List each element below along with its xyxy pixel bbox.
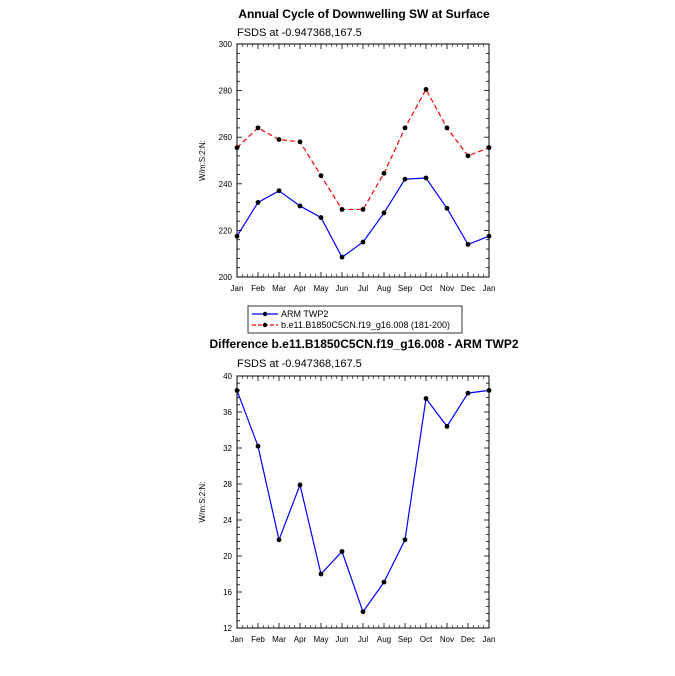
x-tick-label: Feb [251, 635, 265, 644]
x-tick-label: Apr [293, 284, 307, 293]
x-tick-label: May [313, 284, 329, 293]
y-tick-label: 40 [223, 372, 232, 381]
series-1-point [361, 240, 366, 245]
x-tick-label: May [313, 635, 329, 644]
legend-label-2: b.e11.B1850C5CN.f19_g16.008 (181-200) [281, 320, 450, 330]
x-tick-label: Nov [439, 284, 455, 293]
y-tick-label: 220 [218, 226, 232, 236]
series-2-point [256, 125, 261, 130]
series-1-point [445, 424, 450, 429]
series-1-point [340, 549, 345, 554]
series-1-point [298, 483, 303, 488]
series-1-point [256, 200, 261, 205]
series-1-point [403, 177, 408, 182]
series-line-2 [237, 89, 489, 209]
y-axis-label: W/m:S:2:N: [198, 140, 207, 181]
y-tick-label: 36 [223, 408, 232, 417]
series-2-point [277, 137, 282, 142]
y-tick-label: 28 [223, 480, 232, 489]
series-1-point [361, 609, 366, 614]
chart-subtitle: FSDS at -0.947368,167.5 [237, 358, 362, 370]
x-tick-label: Apr [293, 635, 307, 644]
series-line-1 [237, 390, 489, 611]
chart-subtitle: FSDS at -0.947368,167.5 [237, 27, 362, 39]
series-2-point [298, 139, 303, 144]
x-tick-label: Sep [397, 284, 413, 293]
series-1-point [340, 255, 345, 260]
series-2-point [382, 171, 387, 176]
chart-bottom [198, 337, 519, 644]
x-tick-label: Dec [460, 284, 476, 293]
plot-frame [237, 376, 489, 628]
chart-title: Difference b.e11.B1850C5CN.f19_g16.008 - ARM TWP2 [209, 337, 519, 351]
x-tick-label: Aug [376, 635, 392, 644]
x-tick-label: Aug [376, 284, 392, 293]
x-tick-label: Oct [419, 284, 433, 293]
x-tick-label: Jun [335, 284, 349, 293]
x-tick-label: Jun [335, 635, 349, 644]
x-tick-label: Jan [482, 284, 496, 293]
series-1-point [382, 211, 387, 216]
y-tick-label: 300 [218, 40, 232, 49]
series-2-point [235, 145, 240, 150]
series-1-point [277, 188, 282, 193]
legend-label-1: ARM TWP2 [281, 309, 329, 319]
series-1-point [487, 234, 492, 239]
series-1-point [298, 204, 303, 209]
y-tick-label: 16 [223, 588, 232, 597]
x-tick-label: Jan [230, 635, 244, 644]
y-tick-label: 32 [223, 444, 232, 453]
series-2-point [424, 87, 429, 92]
series-1-point [256, 444, 261, 449]
series-2-point [340, 207, 345, 212]
y-axis-label: W/m:S:2:N: [198, 481, 207, 523]
x-tick-label: Sep [397, 635, 413, 644]
x-tick-label: Oct [419, 635, 433, 644]
series-1-point [235, 388, 240, 393]
series-1-point [466, 242, 471, 247]
series-1-point [424, 176, 429, 181]
series-1-point [403, 537, 408, 542]
x-tick-label: Mar [272, 635, 286, 644]
series-2-point [403, 125, 408, 130]
y-tick-label: 20 [223, 552, 232, 561]
series-2-point [466, 153, 471, 158]
x-tick-label: Mar [272, 284, 286, 293]
y-tick-label: 260 [218, 133, 232, 143]
y-tick-label: 240 [218, 179, 232, 189]
series-2-point [319, 173, 324, 178]
x-tick-label: Nov [439, 635, 455, 644]
y-tick-label: 12 [223, 624, 232, 633]
series-1-point [424, 396, 429, 401]
x-tick-label: Dec [460, 635, 476, 644]
y-tick-label: 24 [223, 516, 232, 525]
y-tick-label: 200 [218, 273, 232, 282]
series-line-1 [237, 178, 489, 257]
legend-marker-1 [263, 312, 267, 316]
series-1-point [319, 572, 324, 577]
series-1-point [466, 391, 471, 396]
legend-marker-2 [263, 323, 267, 327]
series-1-point [235, 234, 240, 239]
chart-title: Annual Cycle of Downwelling SW at Surface [238, 7, 490, 21]
x-tick-label: Jan [230, 284, 244, 293]
series-2-point [361, 207, 366, 212]
series-1-point [382, 580, 387, 585]
series-1-point [319, 215, 324, 220]
x-tick-label: Jul [357, 284, 369, 293]
x-tick-label: Feb [251, 284, 265, 293]
x-tick-label: Jul [357, 635, 369, 644]
series-2-point [487, 145, 492, 150]
series-2-point [445, 125, 450, 130]
series-1-point [445, 206, 450, 211]
chart-top [198, 7, 495, 333]
x-tick-label: Jan [482, 635, 496, 644]
series-1-point [487, 388, 492, 393]
y-tick-label: 280 [218, 86, 232, 96]
series-1-point [277, 537, 282, 542]
